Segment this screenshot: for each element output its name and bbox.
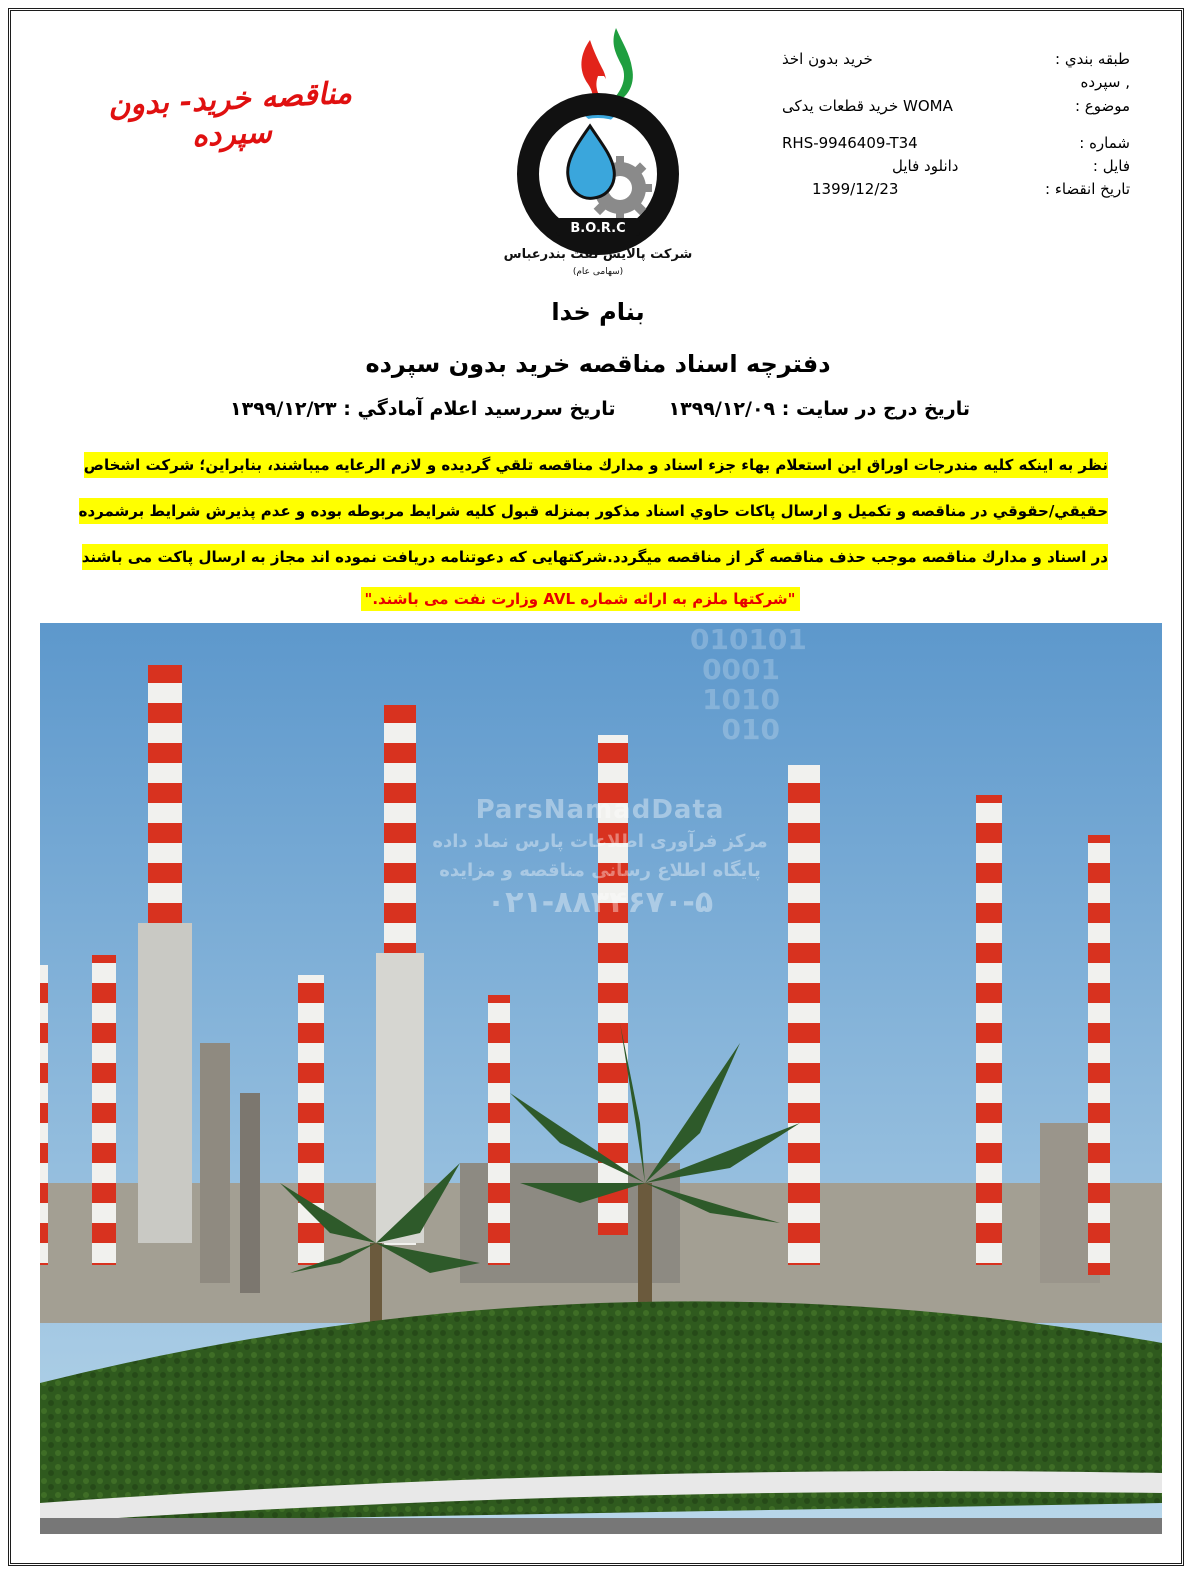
stack-5 [976, 795, 1002, 1265]
logo-company-name: شرکت پالایش نفت بندرعباس [503, 247, 693, 262]
logo-company-type: (سهامی عام) [572, 267, 624, 277]
number-value: RHS-9946409-T34 [782, 133, 918, 152]
file-row [782, 155, 1130, 178]
refinery-photo [40, 623, 1162, 1534]
watermark-brand: ParsNamadData [475, 795, 725, 825]
logo-abbrev: B.O.R.C [570, 221, 626, 236]
category-label: طبقه بندي : [1055, 50, 1130, 68]
posted-date: تاريخ درج در سايت : ۱۳۹۹/۱۲/۰۹ [668, 398, 970, 420]
watermark-binary: 010101 0001 1010 010 [690, 623, 807, 746]
download-file-link[interactable]: دانلود فايل [892, 157, 959, 175]
stack-7 [92, 955, 116, 1265]
notice-line-3: در اسناد و مدارك مناقصه موجب حذف مناقصه گر از مناقصه ميگردد.شرکتهایی که دعوتنامه دریافت نموده اند مجاز به ارسال پاکت می باشند [82, 544, 1108, 570]
handwritten-tender-tag: مناقصه خرید- بدون سپرده [107, 75, 353, 155]
borc-logo [494, 22, 704, 282]
notice-line-1: نظر به اينكه كليه مندرجات اوراق اين استعلام بهاء جزء اسناد و مدارك مناقصه تلقي گرديده و لازم الرعايه ميباشند، بنابراين؛ شركت اشخاص [84, 452, 1108, 478]
expiry-value: 1399/12/23 [812, 180, 899, 199]
expiry-row [782, 178, 1130, 201]
notice-line-2: حقيقي/حقوقي در مناقصه و تكميل و ارسال پاكات حاوي اسناد مذكور بمنزله قبول كليه شرايط مربوطه بوده و عدم پذيرش شرايط برشمرده [79, 498, 1108, 524]
document-metadata [782, 48, 1130, 202]
watermark-line-2: پایگاه اطلاع رسانی مناقصه و مزایده [439, 860, 761, 881]
stack-6 [1088, 835, 1110, 1275]
avl-note-text: "شرکتها ملزم به ارائه شماره AVL وزارت نفت می باشند." [361, 587, 800, 611]
watermark [400, 795, 800, 920]
subject-label: موضوع : [1074, 96, 1130, 115]
deadline-date: تاريخ سررسيد اعلام آمادگي : ۱۳۹۹/۱۲/۲۳ [230, 398, 616, 420]
subject-value: WOMA خرید قطعات یدکی [782, 96, 953, 115]
avl-requirement-note [0, 590, 1160, 608]
number-row [782, 132, 1130, 155]
file-label: فايل : [1092, 157, 1130, 175]
number-label: شماره : [1079, 133, 1130, 152]
flame-green-icon [608, 28, 633, 104]
bismillah-heading: بنام خدا [551, 298, 645, 326]
category-value: خريد بدون اخذ [782, 50, 873, 68]
stack-10 [40, 965, 48, 1265]
notice-paragraph [56, 442, 1108, 580]
dates-row [230, 398, 970, 420]
category-value-cont: , سپرده [1080, 73, 1130, 92]
watermark-line-1: مرکز فرآوری اطلاعات پارس نماد داده [432, 831, 768, 852]
expiry-label: تاريخ انقضاء : [1045, 180, 1130, 199]
document-title: دفترچه اسناد مناقصه خريد بدون سپرده [365, 350, 831, 378]
category-cont-row [782, 71, 1130, 94]
subject-row [782, 95, 1130, 118]
stack-9 [488, 995, 510, 1265]
category-row [782, 48, 1130, 71]
watermark-phone: ۰۲۱-۸۸۳۴۶۷۰-۵ [486, 885, 714, 920]
